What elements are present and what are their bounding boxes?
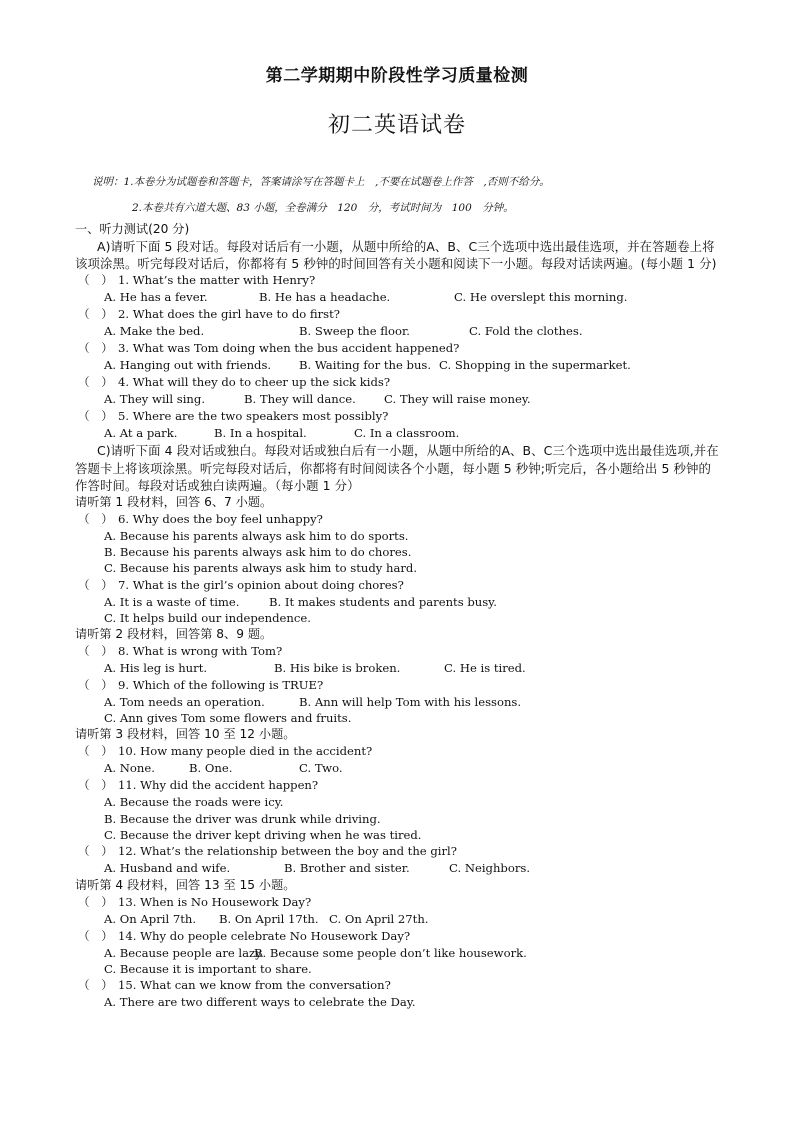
material-prompt-1: 请听第 1 段材料，回答 6、7 小题。	[75, 495, 273, 510]
option-b: B. Because some people don’t like housework.	[254, 945, 527, 960]
question-stem: 1. What’s the matter with Henry?	[118, 273, 316, 288]
option-a: A. On April 7th.	[104, 911, 197, 926]
question-2	[75, 306, 720, 323]
option-a: A. At a park.	[104, 426, 178, 441]
question-12	[75, 843, 720, 860]
answer-blank: （ ）	[78, 928, 113, 943]
part-c-instructions: C)请听下面 4 段对话或独白。每段对话或独白后有一小题，从题中所给的A、B、C三个选项中选出最佳选项,并在答题卡上将该项涂黑。听完每段对话后，你都将有时间阅读各个小题，每小题 5 秒钟;听完后，各小题给出 5 秒钟的作答时间。每段对话或独白读两遍。（每小题 1 分）	[75, 443, 719, 493]
question-7	[75, 577, 720, 594]
question-stem: 10. How many people died in the accident?	[118, 744, 373, 759]
option-a: A. Husband and wife.	[104, 860, 231, 875]
option-b: B. Waiting for the bus.	[299, 358, 432, 373]
option-a: A. Make the bed.	[104, 324, 205, 339]
option-a: A. Tom needs an operation.	[104, 694, 265, 709]
question-stem: 13. When is No Housework Day?	[118, 894, 312, 909]
material-prompt-2: 请听第 2 段材料，回答第 8、9 题。	[75, 626, 273, 641]
option-b: B. On April 17th.	[219, 911, 319, 926]
option-a: A. His leg is hurt.	[104, 660, 208, 675]
option-b: B. Because the driver was drunk while driving.	[104, 811, 381, 826]
option-b: B. One.	[189, 761, 233, 776]
question-8	[75, 643, 720, 660]
option-b: B. It makes students and parents busy.	[269, 594, 497, 609]
question-2-options	[75, 323, 720, 340]
question-1-options	[75, 289, 720, 306]
question-stem: 4. What will they do to cheer up the sick kids?	[118, 375, 391, 390]
question-14-options	[75, 945, 720, 961]
option-c: C. Fold the clothes.	[469, 324, 583, 339]
option-b: B. Because his parents always ask him to do chores.	[104, 545, 412, 560]
question-10-options	[75, 760, 720, 777]
question-stem: 3. What was Tom doing when the bus accident happened?	[118, 341, 460, 356]
option-a: A. Hanging out with friends.	[104, 358, 272, 373]
question-stem: 2. What does the girl have to do first?	[118, 307, 341, 322]
question-stem: 6. Why does the boy feel unhappy?	[118, 512, 323, 527]
answer-blank: （ ）	[78, 894, 113, 909]
option-c: C. Because his parents always ask him to study hard.	[104, 561, 418, 576]
answer-blank: （ ）	[78, 273, 113, 288]
listening-section	[75, 221, 720, 1011]
question-12-options	[75, 860, 720, 877]
question-3	[75, 340, 720, 357]
option-b: B. He has a headache.	[259, 290, 391, 305]
question-6	[75, 511, 720, 528]
answer-blank: （ ）	[78, 409, 113, 424]
option-c: C. On April 27th.	[329, 911, 429, 926]
question-stem: 8. What is wrong with Tom?	[118, 643, 283, 658]
answer-blank: （ ）	[78, 643, 113, 658]
answer-blank: （ ）	[78, 375, 113, 390]
part-a-instructions: A)请听下面 5 段对话。每段对话后有一小题，从题中所给的A、B、C三个选项中选出最佳选项，并在答题卷上将该项涂黑。听完每段对话后，你都将有 5 秒钟的时间回答有关小题和阅读下一小题。每段对话读两遍。(每小题 1 分)	[75, 239, 717, 272]
question-stem: 9. Which of the following is TRUE?	[118, 677, 324, 692]
option-b: B. Ann will help Tom with his lessons.	[299, 694, 522, 709]
question-stem: 5. Where are the two speakers most possibly?	[118, 409, 389, 424]
instructions-note-2: 2.本卷共有六道大题、83 小题，全卷满分 120 分，考试时间为 100 分钟。	[132, 202, 514, 214]
question-stem: 15. What can we know from the conversation?	[118, 978, 391, 993]
question-4-options	[75, 391, 720, 408]
option-a: A. Because his parents always ask him to do sports.	[104, 529, 409, 544]
option-c: C. Two.	[299, 761, 343, 776]
option-c: C. Because the driver kept driving when he was tired.	[104, 827, 422, 842]
option-a: A. Because people are lazy.	[104, 945, 264, 960]
option-c: C. Shopping in the supermarket.	[439, 358, 631, 373]
option-c: C. He is tired.	[444, 660, 526, 675]
instructions-note-1: 说明：1.本卷分为试题卷和答题卡，答案请涂写在答题卡上 ,不要在试题卷上作答 ,否则不给分。	[92, 176, 550, 188]
answer-blank: （ ）	[78, 843, 113, 858]
answer-blank: （ ）	[78, 778, 113, 793]
question-15	[75, 977, 720, 994]
question-8-options	[75, 660, 720, 677]
question-stem: 12. What’s the relationship between the boy and the girl?	[118, 843, 457, 858]
answer-blank: （ ）	[78, 307, 113, 322]
answer-blank: （ ）	[78, 577, 113, 592]
option-a: A. There are two different ways to celebrate the Day.	[104, 995, 416, 1010]
exam-title: 第二学期期中阶段性学习质量检测	[265, 66, 529, 86]
question-13-options	[75, 911, 720, 928]
option-b: B. Sweep the floor.	[299, 324, 410, 339]
question-stem: 11. Why did the accident happen?	[118, 778, 319, 793]
question-13	[75, 894, 720, 911]
answer-blank: （ ）	[78, 744, 113, 759]
question-4	[75, 374, 720, 391]
option-c: C. Because it is important to share.	[104, 962, 312, 977]
option-a: A. None.	[104, 761, 155, 776]
option-b: B. In a hospital.	[214, 426, 307, 441]
option-c: C. Neighbors.	[449, 860, 531, 875]
question-11	[75, 777, 720, 794]
material-prompt-3: 请听第 3 段材料，回答 10 至 12 小题。	[75, 727, 296, 742]
option-c: C. It helps build our independence.	[104, 610, 311, 625]
answer-blank: （ ）	[78, 512, 113, 527]
question-9-options	[75, 694, 720, 710]
option-a: A. Because the roads were icy.	[104, 795, 284, 810]
question-5-options	[75, 425, 720, 442]
question-stem: 14. Why do people celebrate No Housework Day?	[118, 928, 411, 943]
question-14	[75, 928, 720, 945]
section-heading: 一、听力测试(20 分)	[75, 222, 190, 236]
answer-blank: （ ）	[78, 978, 113, 993]
question-3-options	[75, 357, 720, 374]
answer-blank: （ ）	[78, 677, 113, 692]
option-a: A. They will sing.	[104, 392, 206, 407]
answer-blank: （ ）	[78, 341, 113, 356]
option-c: C. In a classroom.	[354, 426, 460, 441]
question-9	[75, 677, 720, 694]
option-a: A. It is a waste of time.	[104, 594, 240, 609]
material-prompt-4: 请听第 4 段材料，回答 13 至 15 小题。	[75, 877, 296, 892]
option-c: C. He overslept this morning.	[454, 290, 628, 305]
option-b: B. They will dance.	[244, 392, 356, 407]
option-c: C. Ann gives Tom some flowers and fruits.	[104, 711, 352, 726]
option-c: C. They will raise money.	[384, 392, 531, 407]
exam-subtitle: 初二英语试卷	[327, 113, 466, 138]
question-10	[75, 743, 720, 760]
option-b: B. Brother and sister.	[284, 860, 410, 875]
option-a: A. He has a fever.	[104, 290, 208, 305]
question-stem: 7. What is the girl’s opinion about doing chores?	[118, 577, 404, 592]
question-7-options	[75, 594, 720, 610]
option-b: B. His bike is broken.	[274, 660, 401, 675]
question-1	[75, 272, 720, 289]
question-5	[75, 408, 720, 425]
